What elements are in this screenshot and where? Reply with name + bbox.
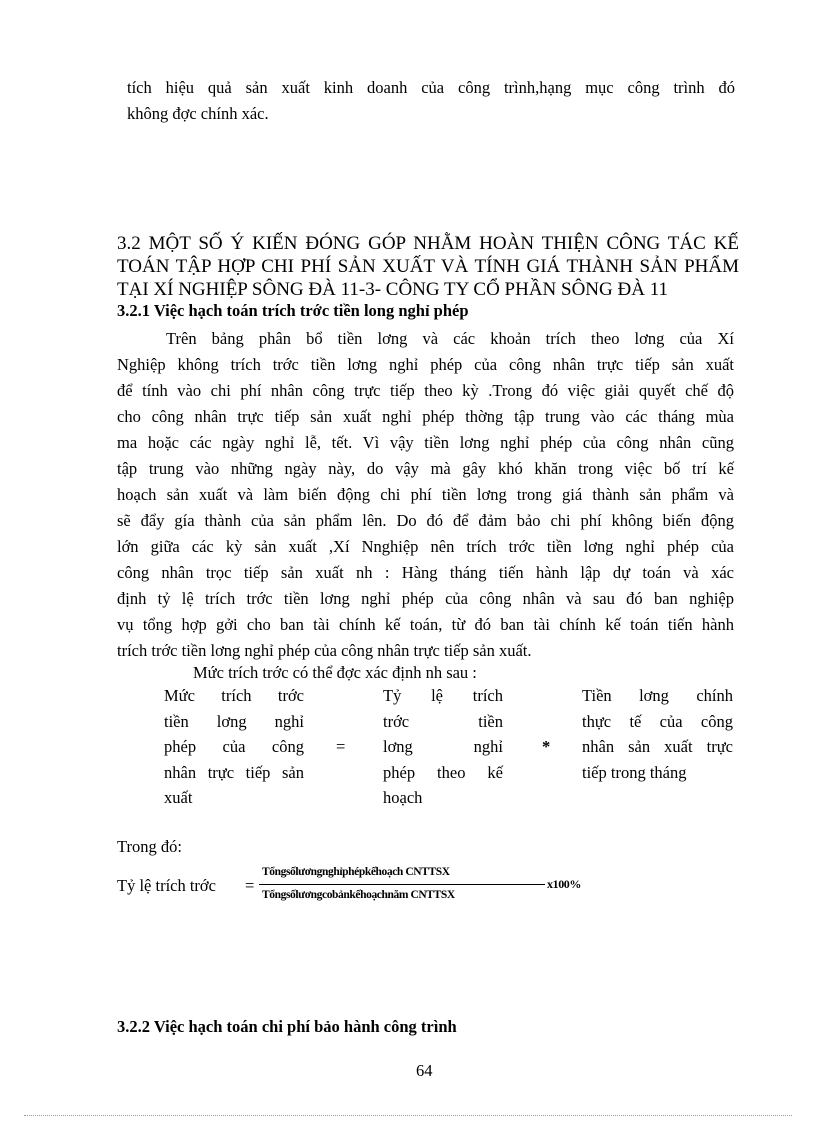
body-line: tập trung vào những ngày này, do vậy mà gây khó khăn trong việc bố trí kế bbox=[117, 459, 734, 478]
formula-right-line: thực tế của công bbox=[582, 711, 733, 731]
formula-multiply-sign: * bbox=[542, 737, 551, 756]
formula-right-line: Tiền lơng chính bbox=[582, 686, 733, 705]
rate-equals-sign: = bbox=[245, 876, 255, 895]
intro-line: tích hiệu quả sản xuất kinh doanh của công trình,hạng mục công trình đó bbox=[127, 78, 735, 97]
section-heading-line: TẠI XÍ NGHIỆP SÔNG ĐÀ 11-3- CÔNG TY CỔ PHẦN SÔNG ĐÀ 11 bbox=[117, 279, 668, 300]
formula-middle-line: trớc tiền bbox=[383, 711, 503, 731]
fraction-bar bbox=[259, 884, 545, 885]
rate-denominator: Tổngsốlươngcobảnkếhoạchnăm CNTTSX bbox=[262, 889, 455, 901]
subsection-title-3-2-1: 3.2.1 Việc hạch toán trích trớc tiền long nghỉ phép bbox=[117, 301, 469, 320]
body-line: trích trớc tiền lơng nghỉ phép của công nhân trực tiếp sản xuất. bbox=[117, 641, 532, 660]
formula-equals-sign: = bbox=[336, 737, 346, 756]
body-line: Nghiệp không trích trớc tiền lơng nghỉ phép của công nhân trực tiếp sản xuất bbox=[117, 355, 734, 374]
formula-right-cell bbox=[582, 683, 733, 785]
body-line: để tính vào chi phí nhân công trực tiếp theo kỳ .Trong đó việc giải quyết chế độ bbox=[117, 381, 734, 400]
formula-middle-line: hoạch bbox=[383, 788, 423, 807]
body-line: hoạch sản xuất và làm biến động chi phí tiền lơng trong giá thành sản phẩm và bbox=[117, 485, 734, 504]
page-number: 64 bbox=[416, 1061, 433, 1080]
formula-middle-cell bbox=[383, 683, 503, 811]
formula-right-line: nhân sản xuất trực bbox=[582, 737, 733, 756]
formula-left-line: tiền lơng nghỉ bbox=[164, 711, 304, 731]
formula-left-line: phép của công bbox=[164, 737, 304, 756]
trong-do-label: Trong đó: bbox=[117, 837, 182, 856]
rate-numerator: Tổngsốlươngnghỉphépkếhoạch CNTTSX bbox=[262, 866, 450, 878]
intro-line: không đợc chính xác. bbox=[127, 104, 269, 123]
formula-left-cell bbox=[164, 683, 304, 811]
body-line: lớn giữa các kỳ sản xuất ,Xí Nnghiệp nên trích trớc tiền lơng nghỉ phép của bbox=[117, 537, 734, 556]
formula-middle-line: lơng nghỉ bbox=[383, 737, 503, 756]
formula-left-line: nhân trực tiếp sản bbox=[164, 762, 304, 782]
subsection-title-3-2-2: 3.2.2 Việc hạch toán chi phí bảo hành công trình bbox=[117, 1017, 457, 1036]
body-line: cho công nhân trực tiếp sản xuất nghỉ phép thờng tập trung vào các tháng mùa bbox=[117, 407, 734, 426]
section-heading bbox=[117, 232, 739, 301]
section-heading-line: TOÁN TẬP HỢP CHI PHÍ SẢN XUẤT VÀ TÍNH GIÁ THÀNH SẢN PHẨM bbox=[117, 256, 739, 277]
formula-left-line: xuất bbox=[164, 788, 193, 807]
body-line: vụ tổng hợp gởi cho ban tài chính kế toán, từ đó ban tài chính kế toán tiến hành bbox=[117, 615, 734, 634]
formula-right-line: tiếp trong tháng bbox=[582, 762, 687, 782]
body-line: Trên bảng phân bổ tiền lơng và các khoản trích theo lơng của Xí bbox=[166, 329, 734, 348]
body-line: ma hoặc các ngày nghỉ lễ, tết. Vì vậy tiền lơng nghỉ phép của công nhân cũng bbox=[117, 433, 734, 452]
formula-left-line: Mức trích trớc bbox=[164, 686, 304, 705]
formula-intro: Mức trích trớc có thể đợc xác định nh sau : bbox=[193, 663, 477, 682]
formula-middle-line: phép theo kế bbox=[383, 762, 503, 782]
body-line: công nhân trọc tiếp sản xuất nh : Hàng tháng tiến hành lập dự toán và xác bbox=[117, 563, 734, 582]
body-line: sẽ đẩy gía thành của sản phẩm lên. Do đó để đảm bảo chi phí không biến động bbox=[117, 511, 734, 530]
section-heading-line: 3.2 MỘT SỐ Ý KIẾN ĐÓNG GÓP NHẰM HOÀN THIỆN CÔNG TÁC KẾ bbox=[117, 233, 739, 254]
formula-middle-line: Tỷ lệ trích bbox=[383, 686, 503, 705]
rate-multiplier: x100% bbox=[547, 877, 582, 891]
rate-label: Tỷ lệ trích trớc bbox=[117, 876, 216, 895]
body-line: định tỷ lệ trích trớc tiền lơng nghỉ phép của công nhân và sau đó ban nghiệp bbox=[117, 589, 734, 608]
page-bottom-border bbox=[24, 1115, 792, 1116]
